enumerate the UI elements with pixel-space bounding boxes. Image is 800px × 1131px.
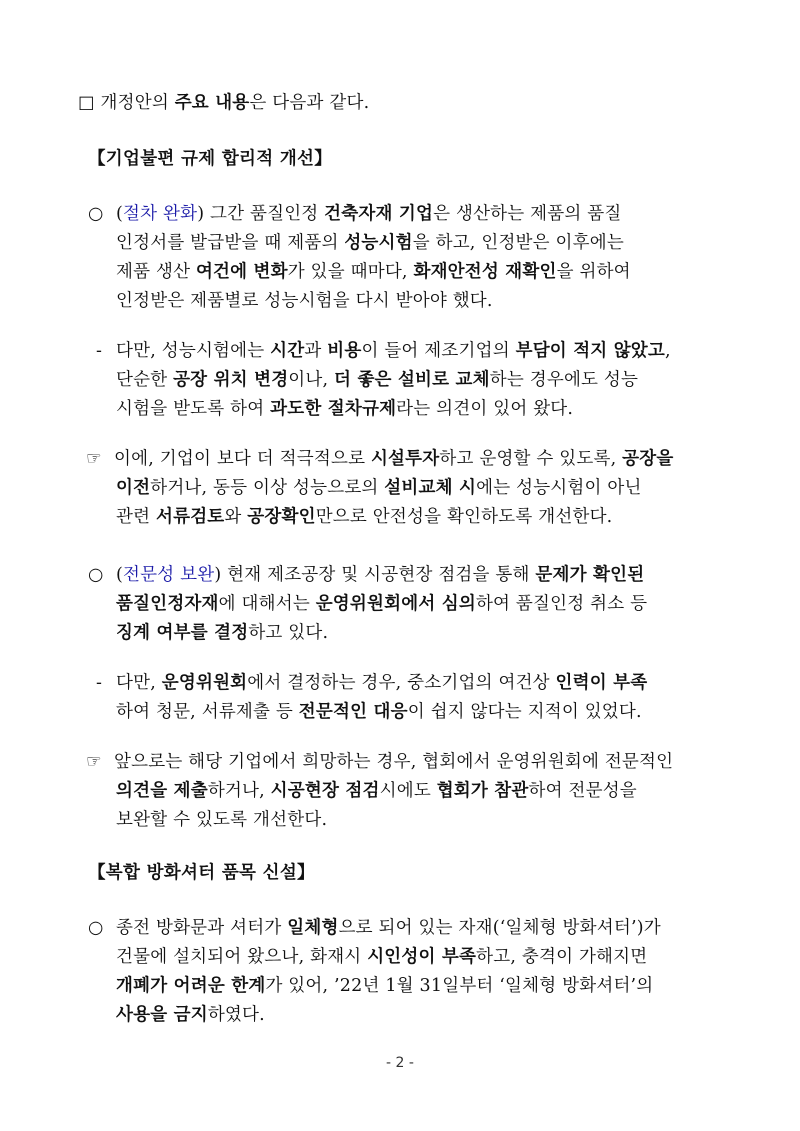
topic-label-expertise: 전문성 보완: [123, 565, 215, 585]
section-heading-regulation: 【기업불편 규제 합리적 개선】: [88, 149, 333, 169]
circle-bullet-icon: ○: [88, 918, 104, 938]
dash-bullet: -: [96, 341, 103, 361]
topic-label-procedure: 절차 완화: [123, 204, 198, 224]
section-heading-fire-shutter: 【복합 방화셔터 품목 신설】: [88, 863, 315, 883]
circle-bullet-icon: ○: [88, 565, 104, 585]
intro-line: □ 개정안의 주요 내용은 다음과 같다.: [78, 93, 370, 113]
page-number: - 2 -: [386, 1055, 414, 1071]
checkbox-square-icon: □: [78, 93, 95, 113]
circle-bullet-icon: ○: [88, 204, 104, 224]
pointing-hand-icon: ☞: [86, 752, 102, 772]
pointing-hand-icon: ☞: [86, 449, 102, 469]
document-page: □ 개정안의 주요 내용은 다음과 같다. 【기업불편 규제 합리적 개선】 ○ (절차 완화) 그간 품질인정 건축자재 기업은 생산하는 제품의 품질 인정서를 발급받을 때 제품의 성능시험을 하고, 인정받은 이후에는 제품 생산 여건에 변화가 있을 때마다, 화재안전성 재확인을 위하여 인정받은 제품별로 성능시험을 다시 받아야 했다. - 다만, 성능시험에는 시간과 비용이 들어 제조기업의 부담이 적지 않았고, 단순한 공장 위치 변경이나, 더 좋은 설비로 교체하는 경우에도 성능 시험을 받도록 하여 과도한 절차규제라는 의견이 있어 왔다. ☞ 이에, 기업이 보다 더 적극적으로 시설투자하고 운영할 수 있도록, 공장을 이전하거나, 동등 이상 성능으로의 설비교체 시에는 성능시험이 아닌 관련 서류검토와 공장확인만으로 안전성을 확인하도록 개선한다. ○ (전문성 보완) 현재 제조공장 및 시공현장 점검을 통해 문제가 확인된 품질인정자재에 대해서는 운영위원회에서 심의하여 품질인정 취소 등 징계 여부를 결정하고 있다. - 다만, 운영위원회에서 결정하는 경우, 중소기업의 여건상 인력이 부족 하여 청문, 서류제출 등 전문적인 대응이 쉽지 않다는 지적이 있었다. ☞ 앞으로는 해당 기업에서 희망하는 경우, 협회에서 운영위원회에 전문적인 의견을 제출하거나, 시공현장 점검시에도 협회가 참관하여 전문성을 보완할 수 있도록 개선한다. 【복합 방화셔터 품목 신설】 ○ 종전 방화문과 셔터가 일체형으로 되어 있는 자재(‘일체형 방화셔터’)가 건물에 설치되어 왔으나, 화재시 시인성이 부족하고, 충격이 가해지면 개폐가 어려운 한계가 있어, ’22년 1월 31일부터 ‘일체형 방화셔터’의 사용을 금지하였다. - 2 -: [0, 0, 800, 1131]
dash-bullet: -: [96, 673, 103, 693]
